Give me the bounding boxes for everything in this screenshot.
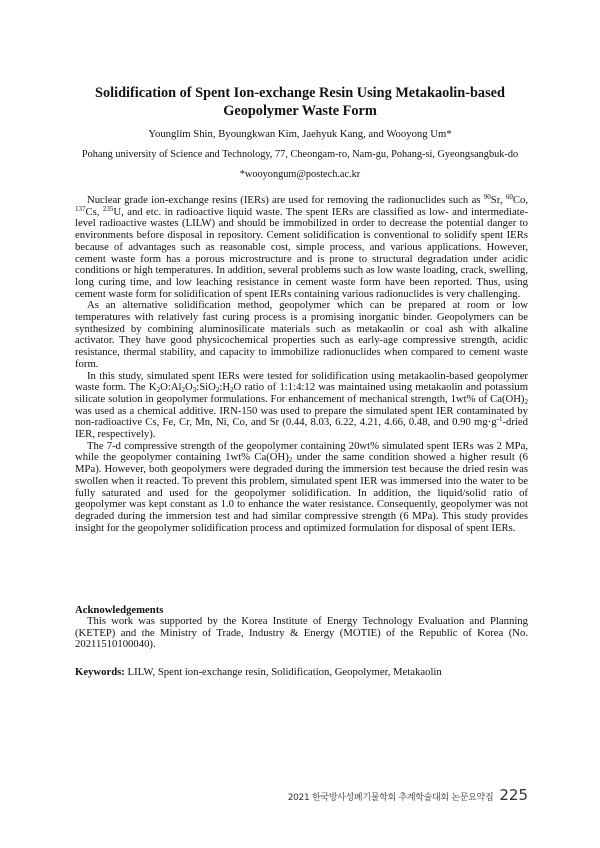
affiliation: Pohang university of Science and Technology, 77, Cheongam-ro, Nam-gu, Pohang-si, Gyeongsangbuk-do [81,149,519,160]
paragraph-2: As an alternative solidification method, geopolymer which can be prepared at room or low temperatures with relatively fast curing process is a promising inorganic binder. Geopolymers can be synthesized by combining aluminosilicate materials such as metakaolin or coal ash with alkaline activator. They have good physicochemical properties such as early-age compressive strength, acidic resistance, thermal stability, and capacity to immobilize radionuclides when compared to cement waste form. [75,299,528,370]
abstract-body [75,195,528,534]
keywords-text: LILW, Spent ion-exchange resin, Solidification, Geopolymer, Metakaolin [124,666,442,678]
author-list: Younglim Shin, Byoungkwan Kim, Jaehyuk Kang, and Wooyong Um* [148,128,452,140]
paper-title: Solidification of Spent Ion-exchange Resin Using Metakaolin-based Geopolymer Waste Form [95,85,505,119]
paragraph-4: The 7-d compressive strength of the geopolymer containing 20wt% simulated spent IERs was 2 MPa, while the geopolymer containing 1wt% $Ca(OH)_2$ under the same condition showed a higher result (6 MPa). However, both geopolymers were degraded during the immersion test because the dried resin was swollen when it reacted. To prevent this problem, simulated spent IER was immersed into the water to be fully saturated and used for the geopolymer solidification. In addition, the liquid/solid ratio of geopolymer was kept constant as 1.0 to enhance the water resistance. Consequently, geopolymer was not degraded during the immersion test and had similar compressive strength (6 MPa). This study provides insight for the geopolymer solidification process and optimized formulation for disposal of spent IERs. [75,439,528,534]
paragraph-3: In this study, simulated spent IERs were tested for solidification using metakaolin-based geopolymer waste form. The $K_2O:Al_2O_3:SiO_2:H_2O$ ratio of 1:1:4:12 was maintained using metakaolin and potassium silicate solution in geopolymer formulations. For enhancement of mechanical strength, 1wt% of $Ca(OH)_2$ was used as a chemical additive. IRN-150 was used to prepare the simulated spent IER contaminated by non-radioactive Cs, Fe, Cr, Mn, Ni, Co, and Sr (0.44, 8.03, 6.22, 4.21, 4.66, 0.48, and 0.90 $mg\cdot g^{-1}$-dried IER, respectively). [75,369,529,441]
corresponding-email: *wooyongum@postech.ac.kr [239,169,361,180]
keywords-line [75,666,535,678]
keywords-label: Keywords: [75,666,125,678]
page-footer [288,786,528,804]
paragraph-1: Nuclear grade ion-exchange resins (IERs) are used for removing the radionuclides such as $^{90}$Sr, $^{60}$Co, $^{137}$Cs, $^{235}$U, and etc. in radioactive liquid waste. The spent IERs are classified as low- and intermediate-level radioactive wastes (LILW) and should be immobilized in order to decrease the potential danger to environments before disposal in repository. Cement solidification is conventional to solidify spent IERs because of advantages such as reasonable cost, simple process, and various applications. However, cement waste form has a porous microstructure and is prone to structural degradation under acidic conditions or high temperatures. In addition, several problems such as low waste loading, crack, swelling, long curing time, and low leaching resistance in cement waste form have been reported. Thus, using cement waste form for solidification of spent IERs containing various radionuclides is very challenging. [75,193,528,300]
acknowledgements-heading: Acknowledgements [75,604,164,616]
page-number: 225 [499,786,528,804]
footer-proceedings-title: 2021 한국방사성폐기물학회 추계학술대회 논문요약집 [287,793,494,803]
acknowledgements-text: This work was supported by the Korea Institute of Energy Technology Evaluation and Planning (KETEP) and the Ministry of Trade, Industry & Energy (MOTIE) of the Republic of Korea (No. 20211510100040). [75,615,528,651]
